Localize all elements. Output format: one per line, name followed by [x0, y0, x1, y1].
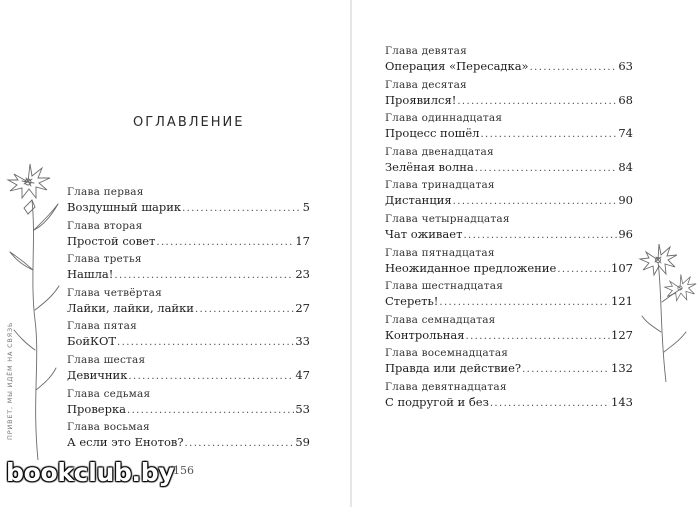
toc-entry[interactable]: [67, 220, 310, 254]
toc-entry[interactable]: [67, 354, 310, 388]
toc-entry[interactable]: [67, 253, 310, 287]
dot-leader: [439, 295, 610, 311]
page-ref: 47: [295, 367, 310, 382]
page-ref: 23: [295, 267, 310, 282]
chapter-label: Глава девятнадцатая: [385, 380, 507, 393]
chapter-label: Глава одиннадцатая: [385, 112, 503, 125]
chapter-label: Глава десятая: [385, 78, 467, 91]
toc-entry[interactable]: [385, 213, 633, 247]
page-ref: 127: [611, 327, 633, 342]
chapter-title: БойКОТ: [67, 334, 117, 349]
dot-leader: [156, 235, 294, 251]
chapter-label: Глава третья: [67, 253, 142, 266]
toc-entry[interactable]: [385, 45, 633, 79]
dot-leader: [457, 94, 617, 110]
chapter-label: Глава семнадцатая: [385, 313, 496, 326]
dot-leader: [557, 262, 610, 278]
toc-entry[interactable]: [385, 146, 633, 180]
dot-leader: [522, 362, 610, 378]
chapter-title: Проявился!: [385, 92, 457, 107]
toc-entry[interactable]: [67, 421, 310, 455]
page-ref: 84: [618, 159, 633, 174]
chapter-title: С подругой и без: [385, 394, 489, 409]
toc-entry[interactable]: [385, 347, 633, 381]
dot-leader: [490, 396, 610, 412]
dot-leader: [128, 369, 294, 385]
chapter-label: Глава девятая: [385, 45, 467, 57]
toc-entry[interactable]: [67, 186, 310, 220]
side-caption: ПРИВЕТ, МЫ ИДЁМ НА СВЯЗЬ: [6, 321, 14, 440]
chapter-label: Глава тринадцатая: [385, 179, 495, 192]
cornflower-sketch-right: [636, 232, 698, 382]
toc-right-column: [385, 45, 633, 415]
toc-entry[interactable]: [385, 381, 633, 415]
chapter-title: Лайки, лайки, лайки: [67, 300, 194, 315]
chapter-title: Правда или действие?: [385, 361, 522, 376]
chapter-title: Дистанция: [385, 193, 452, 208]
chapter-label: Глава пятнадцатая: [385, 246, 495, 259]
page-ref: 59: [295, 435, 310, 450]
dot-leader: [453, 194, 618, 210]
toc-entry[interactable]: [67, 287, 310, 321]
chapter-title: Контрольная: [385, 327, 465, 342]
dot-leader: [117, 335, 294, 351]
chapter-label: Глава восьмая: [67, 421, 150, 434]
chapter-title: Нашла!: [67, 267, 114, 282]
chapter-title: Неожиданное предложение: [385, 260, 557, 275]
chapter-label: Глава четвёртая: [67, 286, 162, 299]
chapter-title: А если это Енотов?: [67, 435, 184, 450]
toc-title: ОГЛАВЛЕНИЕ: [133, 115, 245, 130]
page-number: 156: [173, 464, 194, 477]
toc-entry[interactable]: [385, 247, 633, 281]
chapter-title: Простой совет: [67, 233, 156, 248]
page-ref: 33: [295, 334, 310, 349]
chapter-title: Проверка: [67, 401, 126, 416]
chapter-title: Процесс пошёл: [385, 126, 480, 141]
chapter-title: Девичник: [67, 367, 128, 382]
chapter-label: Глава шестая: [67, 353, 146, 366]
chapter-label: Глава первая: [67, 186, 144, 198]
page-ref: 90: [618, 193, 633, 208]
page-ref: 27: [295, 300, 310, 315]
chapter-title: Операция «Пересадка»: [385, 59, 529, 73]
dot-leader: [480, 127, 617, 143]
watermark: bookclub.by: [6, 458, 175, 487]
toc-entry[interactable]: [385, 112, 633, 146]
dot-leader: [182, 201, 302, 217]
chapter-label: Глава четырнадцатая: [385, 212, 510, 225]
dot-leader: [127, 403, 294, 419]
page-ref: 132: [611, 361, 633, 376]
chapter-title: Зелёная волна: [385, 159, 474, 174]
toc-left-column: [67, 186, 310, 455]
dot-leader: [185, 436, 295, 452]
page-ref: 96: [618, 226, 633, 241]
page-gutter: [350, 0, 352, 507]
page-ref: 5: [302, 200, 310, 214]
toc-entry[interactable]: [385, 314, 633, 348]
page-ref: 143: [611, 394, 633, 409]
toc-entry[interactable]: [67, 320, 310, 354]
toc-entry[interactable]: [67, 388, 310, 422]
page-ref: 74: [618, 126, 633, 141]
dot-leader: [114, 268, 294, 284]
chapter-label: Глава двенадцатая: [385, 145, 494, 158]
chapter-label: Глава седьмая: [67, 387, 151, 400]
dot-leader: [530, 60, 618, 76]
dot-leader: [465, 329, 610, 345]
dot-leader: [195, 302, 294, 318]
toc-entry[interactable]: [385, 179, 633, 213]
chapter-label: Глава шестнадцатая: [385, 280, 504, 293]
chapter-title: Стереть!: [385, 294, 439, 309]
chapter-label: Глава вторая: [67, 219, 143, 232]
chapter-label: Глава восемнадцатая: [385, 347, 509, 360]
chapter-title: Чат оживает: [385, 226, 463, 241]
page-ref: 68: [618, 92, 633, 107]
dot-leader: [463, 228, 617, 244]
toc-entry[interactable]: [385, 280, 633, 314]
chapter-title: Воздушный шарик: [67, 200, 182, 214]
page-ref: 53: [295, 401, 310, 416]
page-ref: 121: [611, 294, 633, 309]
page-ref: 63: [618, 59, 633, 73]
dot-leader: [475, 161, 618, 177]
toc-entry[interactable]: [385, 79, 633, 113]
page-ref: 17: [295, 233, 310, 248]
page-ref: 107: [611, 260, 633, 275]
chapter-label: Глава пятая: [67, 320, 137, 333]
